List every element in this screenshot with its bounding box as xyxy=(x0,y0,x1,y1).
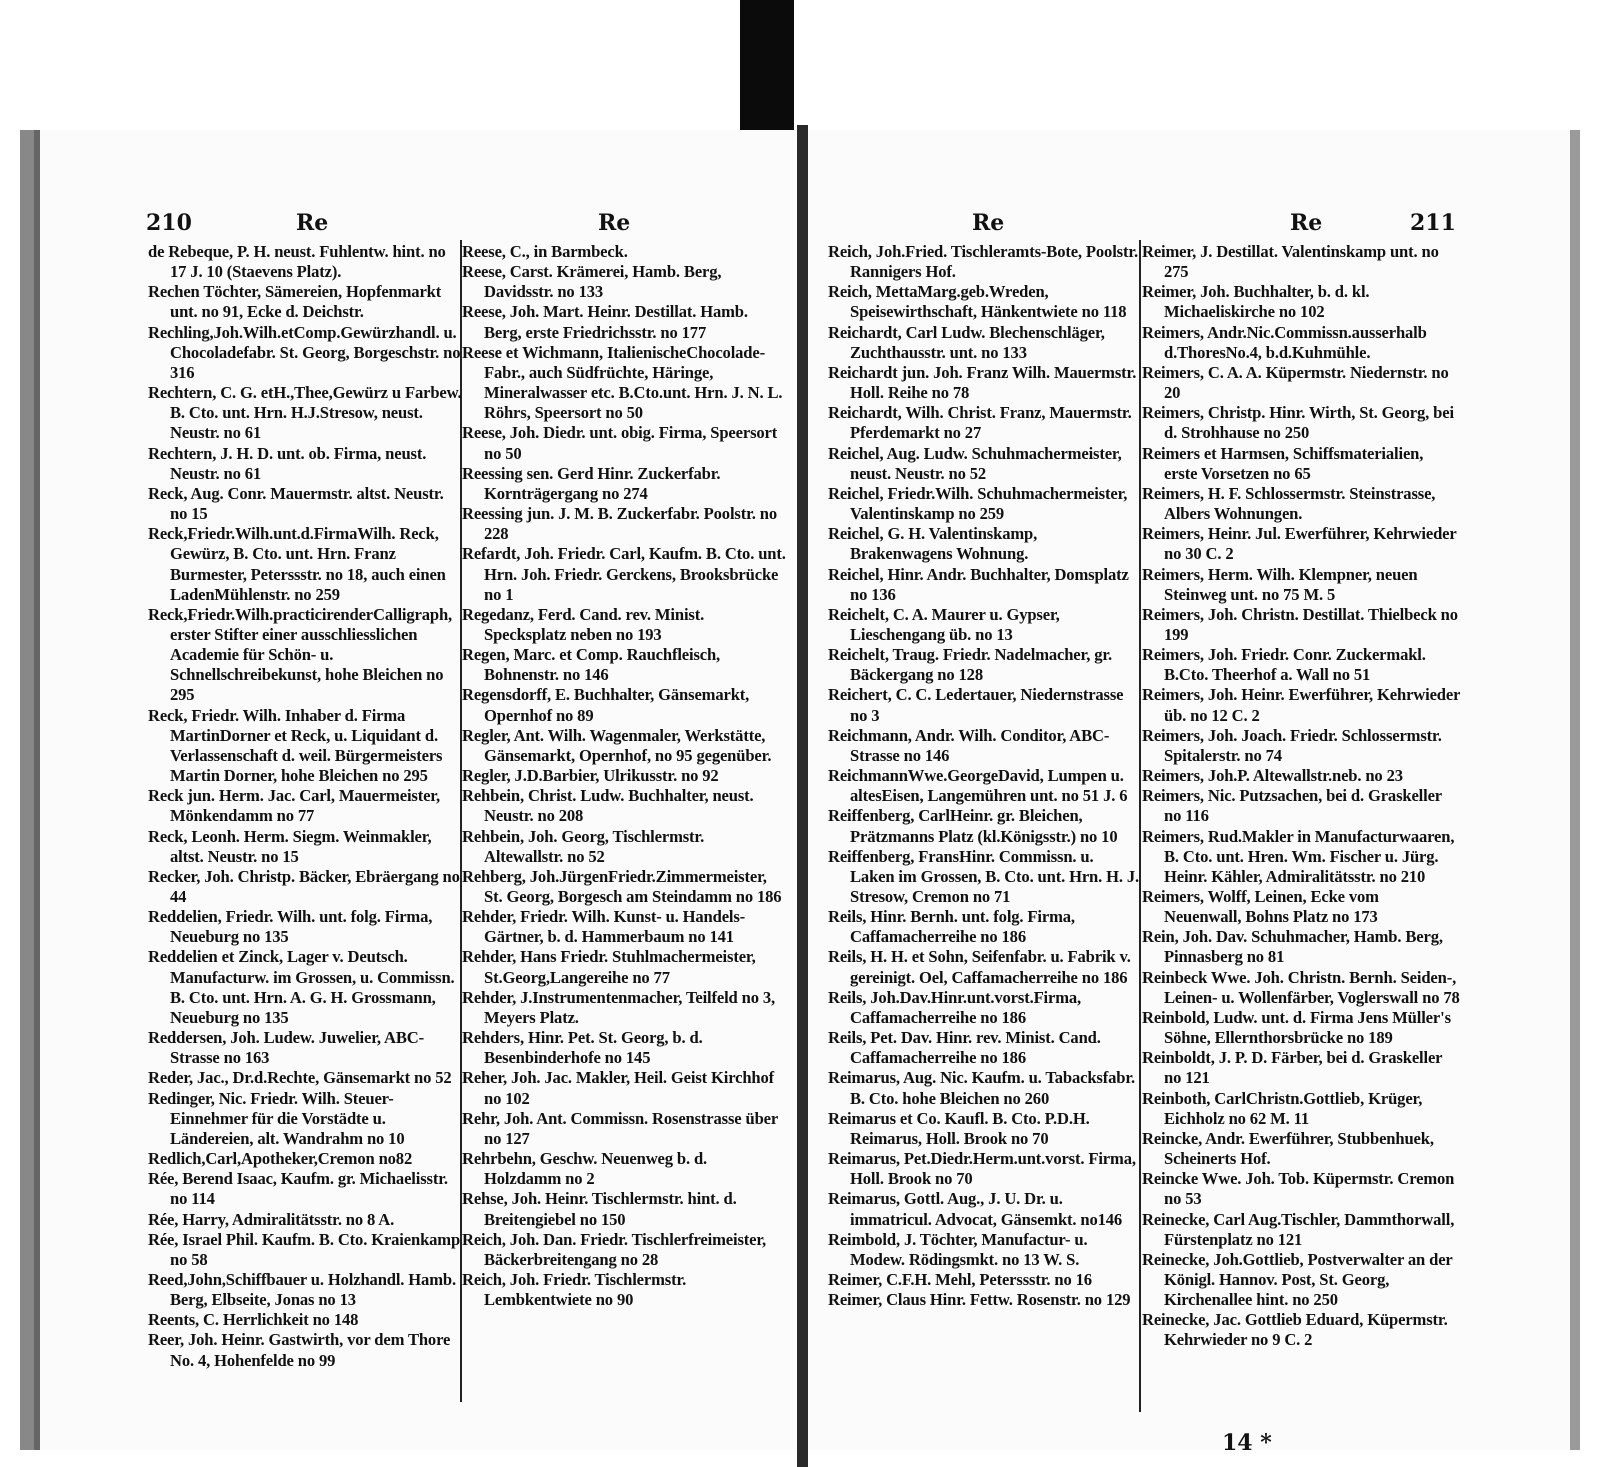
directory-entry: Reimers et Harmsen, Schiffsmaterialien, erste Vorsetzen no 65 xyxy=(1142,443,1424,483)
directory-entry: Reichardt, Carl Ludw. Blechenschläger, Zuchthausstr. unt. no 133 xyxy=(828,322,1105,362)
directory-entry: Reimarus et Co. Kaufl. B. Cto. P.D.H. Reimarus, Holl. Brook no 70 xyxy=(828,1108,1090,1148)
directory-entry: Reichelt, Traug. Friedr. Nadelmacher, gr. Bäckergang no 128 xyxy=(828,645,1113,685)
directory-entry: Regedanz, Ferd. Cand. rev. Minist. Specksplatz neben no 193 xyxy=(462,604,705,644)
directory-column-2 xyxy=(462,242,786,1432)
directory-entry: Reich, Joh. Friedr. Tischlermstr. Lembkentwiete no 90 xyxy=(462,1269,687,1310)
directory-entry: Reichardt, Wilh. Christ. Franz, Mauermstr. Pferdemarkt no 27 xyxy=(828,403,1132,443)
directory-entry: Rehberg, Joh.JürgenFriedr.Zimmermeister, St. Georg, Borgesch am Steindamm no 186 xyxy=(462,866,782,906)
directory-entry: Reer, Joh. Heinr. Gastwirth, vor dem Thore No. 4, Hohenfelde no 99 xyxy=(148,1330,451,1370)
directory-entry: Reck, Friedr. Wilh. Inhaber d. Firma MartinDorner et Reck, u. Liquidant d. Verlassenschaft d. weil. Bürgermeisters Martin Dorner, hohe Bleichen no 295 xyxy=(148,705,443,786)
directory-entry: Reich, MettaMarg.geb.Wreden, Speisewirthschaft, Hänkentwiete no 118 xyxy=(828,282,1127,322)
directory-entry: Reimers, Nic. Putzsachen, bei d. Graskeller no 116 xyxy=(1142,786,1442,826)
directory-entry: Reichel, G. H. Valentinskamp, Brakenwagens Wohnung. xyxy=(828,524,1038,564)
directory-entry: Reimers, Rud.Makler in Manufacturwaaren, B. Cto. unt. Hren. Wm. Fischer u. Jürg. Heinr. Kähler, Admiralitätsstr. no 210 xyxy=(1142,826,1455,886)
directory-entry: Reck jun. Herm. Jac. Carl, Mauermeister, Mönkendamm no 77 xyxy=(148,786,440,826)
directory-entry: Reichmann, Andr. Wilh. Conditor, ABC-Strasse no 146 xyxy=(828,725,1110,765)
directory-entry: Reinboth, CarlChristn.Gottlieb, Krüger, Eichholz no 62 M. 11 xyxy=(1142,1088,1423,1128)
directory-entry: Redlich,Carl,Apotheker,Cremon no82 xyxy=(148,1149,413,1169)
directory-entry: Reinecke, Joh.Gottlieb, Postverwalter an der Königl. Hannov. Post, St. Georg, Kirchenallee hint. no 250 xyxy=(1142,1249,1453,1310)
bookmark-ribbon xyxy=(740,0,794,138)
left-page-number: 210 xyxy=(146,210,192,236)
directory-entry: Reese, Joh. Mart. Heinr. Destillat. Hamb. Berg, erste Friedrichsstr. no 177 xyxy=(462,302,748,342)
directory-entry: Reimer, Joh. Buchhalter, b. d. kl. Michaeliskirche no 102 xyxy=(1142,282,1370,322)
directory-entry: Reimbold, J. Töchter, Manufactur- u. Modew. Rödingsmkt. no 13 W. S. xyxy=(828,1229,1088,1269)
directory-entry: Reincke Wwe. Joh. Tob. Küpermstr. Cremon no 53 xyxy=(1142,1169,1455,1209)
directory-entry: Rechen Töchter, Sämereien, Hopfenmarkt unt. no 91, Ecke d. Deichstr. xyxy=(148,282,442,322)
directory-entry: Reimer, J. Destillat. Valentinskamp unt. no 275 xyxy=(1142,242,1439,282)
directory-entry: Reimer, Claus Hinr. Fettw. Rosenstr. no 129 xyxy=(828,1290,1131,1310)
directory-entry: Reichel, Friedr.Wilh. Schuhmachermeister, Valentinskamp no 259 xyxy=(828,483,1128,524)
directory-entry: ReichmannWwe.GeorgeDavid, Lumpen u. altesEisen, Langemühren unt. no 51 J. 6 xyxy=(828,766,1128,806)
directory-entry: Rée, Berend Isaac, Kaufm. gr. Michaelisstr. no 114 xyxy=(148,1169,448,1209)
directory-entry: Reimers, Joh. Friedr. Conr. Zuckermakl. B.Cto. Theerhof a. Wall no 51 xyxy=(1142,645,1426,685)
directory-entry: Rechling,Joh.Wilh.etComp.Gewürzhandl. u. Chocoladefabr. St. Georg, Borgeschstr. no 316 xyxy=(148,322,461,382)
directory-entry: Reher, Joh. Jac. Makler, Heil. Geist Kirchhof no 102 xyxy=(462,1068,775,1108)
directory-entry: Reinbold, Ludw. unt. d. Firma Jens Müller's Söhne, Ellernthorsbrücke no 189 xyxy=(1142,1007,1451,1048)
directory-entry: Rehbein, Christ. Ludw. Buchhalter, neust. Neustr. no 208 xyxy=(462,786,754,826)
directory-entry: Regler, J.D.Barbier, Ulrikusstr. no 92 xyxy=(462,766,719,786)
directory-entry: Refardt, Joh. Friedr. Carl, Kaufm. B. Cto. unt. Hrn. Joh. Friedr. Gerckens, Brooksbrücke no 1 xyxy=(462,544,786,604)
directory-entry: Reils, Pet. Dav. Hinr. rev. Minist. Cand. Caffamacherreihe no 186 xyxy=(828,1028,1101,1068)
directory-entry: Reck,Friedr.Wilh.unt.d.FirmaWilh. Reck, Gewürz, B. Cto. unt. Hrn. Franz Burmester, Peterssstr. no 18, auch einen LadenMühlenstr. no 259 xyxy=(148,524,446,604)
directory-entry: Rehder, Friedr. Wilh. Kunst- u. Handels-Gärtner, b. d. Hammerbaum no 141 xyxy=(462,907,746,947)
directory-column-1 xyxy=(148,242,464,1432)
directory-entry: Reents, C. Herrlichkeit no 148 xyxy=(148,1310,359,1330)
directory-entry: Reimers, Herm. Wilh. Klempner, neuen Steinweg unt. no 75 M. 5 xyxy=(1142,564,1418,604)
directory-entry: Reinbeck Wwe. Joh. Christn. Bernh. Seiden-, Leinen- u. Wollenfärber, Voglerswall no 78 xyxy=(1142,967,1460,1007)
directory-entry: Reessing sen. Gerd Hinr. Zuckerfabr. Kornträgergang no 274 xyxy=(462,463,721,503)
directory-entry: de Rebeque, P. H. neust. Fuhlentw. hint. no 17 J. 10 (Staevens Platz). xyxy=(148,242,446,282)
directory-entry: Reimarus, Pet.Diedr.Herm.unt.vorst. Firma, Holl. Brook no 70 xyxy=(828,1149,1136,1189)
signature-mark: 14 * xyxy=(1222,1430,1272,1456)
directory-entry: Reichel, Aug. Ludw. Schuhmachermeister, neust. Neustr. no 52 xyxy=(828,443,1122,483)
directory-entry: Reich, Joh. Dan. Friedr. Tischlerfreimeister, Bäckerbreitengang no 28 xyxy=(462,1229,767,1269)
directory-entry: Rechtern, C. G. etH.,Thee,Gewürz u Farbew. B. Cto. unt. Hrn. H.J.Stresow, neust. Neustr. no 61 xyxy=(148,383,462,443)
directory-entry: Reichert, C. C. Ledertauer, Niedernstrasse no 3 xyxy=(828,685,1124,725)
directory-entry: Reck,Friedr.Wilh.practicirenderCalligraph, erster Stifter einer ausschliesslichen Academie für Schön- u. Schnellschreibekunst, hohe Bleichen no 295 xyxy=(148,604,453,705)
directory-entry: Reimers, Joh. Joach. Friedr. Schlossermstr. Spitalerstr. no 74 xyxy=(1142,725,1442,765)
directory-entry: Reese, Carst. Krämerei, Hamb. Berg, Davidsstr. no 133 xyxy=(462,262,722,302)
directory-entry: Reinboldt, J. P. D. Färber, bei d. Graskeller no 121 xyxy=(1142,1048,1443,1088)
directory-entry: Reimers, Heinr. Jul. Ewerführer, Kehrwieder no 30 C. 2 xyxy=(1142,524,1457,564)
book-gutter xyxy=(797,125,808,1467)
directory-entry: Reimarus, Gottl. Aug., J. U. Dr. u. immatricul. Advocat, Gänsemkt. no146 xyxy=(828,1189,1123,1229)
right-running-head-inner: Re xyxy=(972,210,1005,236)
directory-entry: Rehder, J.Instrumentenmacher, Teilfeld no 3, Meyers Platz. xyxy=(462,987,775,1027)
directory-entry: Reimers, Joh. Heinr. Ewerführer, Kehrwieder üb. no 12 C. 2 xyxy=(1142,685,1460,725)
directory-entry: Rehbein, Joh. Georg, Tischlermstr. Altewallstr. no 52 xyxy=(462,826,705,866)
directory-entry: Regen, Marc. et Comp. Rauchfleisch, Bohnenstr. no 146 xyxy=(462,645,721,685)
directory-entry: Rehder, Hans Friedr. Stuhlmachermeister, St.Georg,Langereihe no 77 xyxy=(462,947,756,987)
directory-entry: Reils, Hinr. Bernh. unt. folg. Firma, Caffamacherreihe no 186 xyxy=(828,907,1075,947)
directory-entry: Reck, Aug. Conr. Mauermstr. altst. Neustr. no 15 xyxy=(148,483,444,524)
directory-entry: Rein, Joh. Dav. Schuhmacher, Hamb. Berg, Pinnasberg no 81 xyxy=(1142,927,1443,967)
directory-entry: Reils, Joh.Dav.Hinr.unt.vorst.Firma, Caffamacherreihe no 186 xyxy=(828,987,1082,1027)
directory-entry: Reimarus, Aug. Nic. Kaufm. u. Tabacksfabr. B. Cto. hohe Bleichen no 260 xyxy=(828,1068,1136,1108)
directory-entry: Reich, Joh.Fried. Tischleramts-Bote, Poolstr. Rannigers Hof. xyxy=(828,242,1139,282)
directory-entry: Rée, Harry, Admiralitätsstr. no 8 A. xyxy=(148,1209,395,1229)
directory-entry: Reinecke, Jac. Gottlieb Eduard, Küpermstr. Kehrwieder no 9 C. 2 xyxy=(1142,1310,1448,1350)
directory-entry: Reiffenberg, CarlHeinr. gr. Bleichen, Prätzmanns Platz (kl.Königsstr.) no 10 xyxy=(828,806,1118,846)
right-page-number: 211 xyxy=(1410,210,1456,236)
directory-entry: Reddelien, Friedr. Wilh. unt. folg. Firma, Neueburg no 135 xyxy=(148,907,433,947)
directory-entry: Reichelt, C. A. Maurer u. Gypser, Lieschengang üb. no 13 xyxy=(828,604,1060,644)
directory-entry: Reichardt jun. Joh. Franz Wilh. Mauermstr. Holl. Reihe no 78 xyxy=(828,362,1137,403)
directory-entry: Reddelien et Zinck, Lager v. Deutsch. Manufacturw. im Grossen, u. Commissn. B. Cto. unt. Hrn. A. G. H. Grossmann, Neueburg no 135 xyxy=(148,947,455,1027)
directory-entry: Reimers, Andr.Nic.Commissn.ausserhalb d.ThoresNo.4, b.d.Kuhmühle. xyxy=(1142,322,1427,362)
directory-entry: Reese, C., in Barmbeck. xyxy=(462,242,628,261)
directory-entry: Reiffenberg, FransHinr. Commissn. u. Laken im Grossen, B. Cto. unt. Hrn. H. J. Stresow, Cremon no 71 xyxy=(828,846,1140,906)
directory-entry: Reinecke, Carl Aug.Tischler, Dammthorwall, Fürstenplatz no 121 xyxy=(1142,1209,1455,1249)
directory-entry: Recker, Joh. Christp. Bäcker, Ebräergang no 44 xyxy=(148,866,460,906)
directory-entry: Reimers, Joh. Christn. Destillat. Thielbeck no 199 xyxy=(1142,604,1458,644)
directory-entry: Reddersen, Joh. Ludew. Juwelier, ABC-Strasse no 163 xyxy=(148,1028,424,1068)
left-running-head-outer: Re xyxy=(296,210,329,236)
directory-entry: Reimers, Wolff, Leinen, Ecke vom Neuenwall, Bohns Platz no 173 xyxy=(1142,887,1379,927)
directory-entry: Reimer, C.F.H. Mehl, Peterssstr. no 16 xyxy=(828,1269,1092,1289)
directory-entry: Reessing jun. J. M. B. Zuckerfabr. Poolstr. no 228 xyxy=(462,504,778,544)
directory-entry: Rehrbehn, Geschw. Neuenweg b. d. Holzdamm no 2 xyxy=(462,1149,708,1189)
directory-entry: Reder, Jac., Dr.d.Rechte, Gänsemarkt no 52 xyxy=(148,1068,452,1088)
directory-entry: Reimers, C. A. A. Küpermstr. Niedernstr. no 20 xyxy=(1142,362,1449,403)
directory-entry: Reese, Joh. Diedr. unt. obig. Firma, Speersort no 50 xyxy=(462,423,778,463)
directory-column-3 xyxy=(828,242,1140,1432)
directory-entry: Rechtern, J. H. D. unt. ob. Firma, neust. Neustr. no 61 xyxy=(148,443,427,483)
directory-entry: Reed,John,Schiffbauer u. Holzhandl. Hamb. Berg, Elbseite, Jonas no 13 xyxy=(148,1269,456,1310)
right-running-head-outer: Re xyxy=(1290,210,1323,236)
directory-entry: Rehse, Joh. Heinr. Tischlermstr. hint. d. Breitengiebel no 150 xyxy=(462,1189,737,1229)
directory-entry: Rehders, Hinr. Pet. St. Georg, b. d. Besenbinderhofe no 145 xyxy=(462,1028,703,1068)
left-running-head-inner: Re xyxy=(598,210,631,236)
directory-entry: Redinger, Nic. Friedr. Wilh. Steuer-Einnehmer für die Vorstädte u. Ländereien, alt. Wandrahm no 10 xyxy=(148,1088,405,1148)
directory-entry: Reese et Wichmann, ItalienischeChocolade-Fabr., auch Südfrüchte, Häringe, Mineralwasser etc. B.Cto.unt. Hrn. J. N. L. Röhrs, Speersort no 50 xyxy=(462,342,783,423)
directory-entry: Reimers, H. F. Schlossermstr. Steinstrasse, Albers Wohnungen. xyxy=(1142,483,1436,524)
directory-entry: Regler, Ant. Wilh. Wagenmaler, Werkstätte, Gänsemarkt, Opernhof, no 95 gegenüber. xyxy=(462,725,772,765)
directory-entry: Rehr, Joh. Ant. Commissn. Rosenstrasse über no 127 xyxy=(462,1108,778,1148)
directory-entry: Rée, Israel Phil. Kaufm. B. Cto. Kraienkamp no 58 xyxy=(148,1229,461,1269)
directory-entry: Reichel, Hinr. Andr. Buchhalter, Domsplatz no 136 xyxy=(828,564,1129,604)
directory-entry: Reils, H. H. et Sohn, Seifenfabr. u. Fabrik v. gereinigt. Oel, Caffamacherreihe no 186 xyxy=(828,947,1131,987)
directory-entry: Reck, Leonh. Herm. Siegm. Weinmakler, altst. Neustr. no 15 xyxy=(148,826,432,866)
directory-entry: Reimers, Christp. Hinr. Wirth, St. Georg, bei d. Strohhause no 250 xyxy=(1142,403,1454,443)
directory-entry: Reimers, Joh.P. Altewallstr.neb. no 23 xyxy=(1142,766,1403,786)
directory-entry: Regensdorff, E. Buchhalter, Gänsemarkt, Opernhof no 89 xyxy=(462,685,750,725)
directory-column-4 xyxy=(1142,242,1460,1432)
directory-entry: Reincke, Andr. Ewerführer, Stubbenhuek, Scheinerts Hof. xyxy=(1142,1128,1434,1169)
